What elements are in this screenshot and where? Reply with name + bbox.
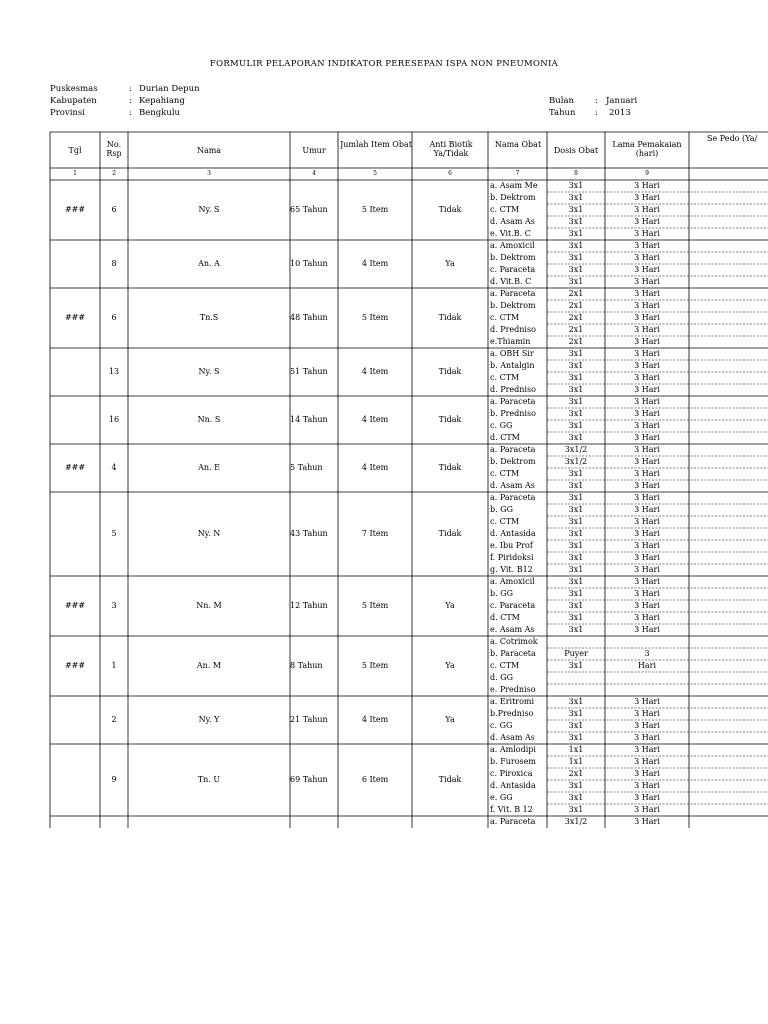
record-tgl: ### (64, 313, 86, 322)
drug-duration: 3 Hari (634, 733, 660, 742)
record-umur: 8 Tahun (290, 661, 323, 670)
drug-dose: 3x1 (568, 697, 584, 706)
drug-name: e. Vit.B. C (490, 229, 531, 238)
record-jumlah-item: 4 Item (361, 367, 389, 376)
puskesmas-sep: : (129, 84, 132, 94)
drug-duration: Hari (637, 661, 657, 670)
drug-duration: 3 Hari (634, 397, 660, 406)
record-nama: Ny. S (198, 205, 220, 214)
record-umur: 51 Tahun (290, 367, 328, 376)
record-antibiotik: Ya (445, 601, 455, 610)
drug-name: f. Piridoksi (490, 553, 534, 562)
record-nama: Nn. S (197, 415, 221, 424)
drug-name: a. Paraceta (490, 445, 536, 454)
bulan-value: Januari (606, 96, 638, 106)
record-jumlah-item: 4 Item (361, 463, 389, 472)
record-nama: Ny. S (198, 367, 220, 376)
column-number-2: 2 (112, 170, 116, 177)
drug-duration: 3 Hari (634, 349, 660, 358)
drug-duration: 3 Hari (634, 277, 660, 286)
drug-dose: 3x1 (568, 253, 584, 262)
drug-name: d. Antasida (490, 781, 536, 790)
record-no-rsp: 4 (111, 463, 117, 472)
header-no-rsp: No. Rsp (106, 140, 122, 158)
drug-name: e.Thiamin (490, 337, 531, 346)
drug-dose: 3x1 (568, 721, 584, 730)
drug-duration: 3 (644, 649, 650, 658)
drug-dose: 3x1 (568, 217, 584, 226)
drug-name: d. Antasida (490, 529, 536, 538)
drug-name: d. Predniso (490, 325, 536, 334)
record-umur: 10 Tahun (290, 259, 328, 268)
drug-name: b. Furosem (490, 757, 536, 766)
drug-name: d. CTM (490, 433, 520, 442)
record-umur: 14 Tahun (290, 415, 328, 424)
drug-duration: 3 Hari (634, 769, 660, 778)
record-tgl: ### (64, 463, 86, 472)
record-no-rsp: 6 (111, 313, 117, 322)
drug-duration: 3 Hari (634, 253, 660, 262)
drug-name: a. Cotrimok (490, 637, 538, 646)
drug-name: a. OBH Sir (490, 349, 534, 358)
drug-dose: 3x1 (568, 589, 584, 598)
drug-duration: 3 Hari (634, 457, 660, 466)
drug-dose: 3x1/2 (564, 817, 588, 826)
header-antibiotik: Anti Biotik Ya/Tidak (429, 140, 473, 158)
drug-dose: 3x1 (568, 277, 584, 286)
drug-duration: 3 Hari (634, 445, 660, 454)
record-umur: 5 Tahun (290, 463, 323, 472)
kabupaten-value: Kepahiang (139, 96, 185, 106)
drug-dose: 3x1 (568, 193, 584, 202)
drug-dose: 1x1 (568, 745, 584, 754)
record-umur: 12 Tahun (290, 601, 328, 610)
drug-name: c. GG (490, 421, 513, 430)
record-umur: 65 Tahun (290, 205, 328, 214)
record-no-rsp: 13 (108, 367, 120, 376)
record-nama: Ny. N (197, 529, 221, 538)
drug-duration: 3 Hari (634, 289, 660, 298)
record-no-rsp: 6 (111, 205, 117, 214)
puskesmas-value: Durian Depun (139, 84, 200, 94)
drug-dose: 2x1 (568, 301, 584, 310)
drug-dose: 3x1 (568, 421, 584, 430)
kabupaten-sep: : (129, 96, 132, 106)
record-antibiotik: Tidak (438, 313, 462, 322)
drug-dose: 3x1 (568, 613, 584, 622)
drug-dose: 3x1 (568, 409, 584, 418)
record-umur: 69 Tahun (290, 775, 328, 784)
record-antibiotik: Tidak (438, 529, 462, 538)
drug-duration: 3 Hari (634, 757, 660, 766)
record-umur: 43 Tahun (290, 529, 328, 538)
drug-duration: 3 Hari (634, 781, 660, 790)
drug-duration: 3 Hari (634, 421, 660, 430)
form-title: FORMULIR PELAPORAN INDIKATOR PERESEPAN ISPA NON PNEUMONIA (209, 59, 559, 69)
drug-duration: 3 Hari (634, 817, 660, 826)
puskesmas-label: Puskesmas (50, 84, 98, 94)
drug-duration: 3 Hari (634, 193, 660, 202)
drug-name: d. Vit.B. C (490, 277, 532, 286)
drug-dose: 3x1 (568, 517, 584, 526)
drug-duration: 3 Hari (634, 469, 660, 478)
drug-name: c. GG (490, 721, 513, 730)
drug-duration: 3 Hari (634, 481, 660, 490)
drug-duration: 3 Hari (634, 373, 660, 382)
drug-dose: 2x1 (568, 313, 584, 322)
drug-duration: 3 Hari (634, 805, 660, 814)
drug-duration: 3 Hari (634, 505, 660, 514)
drug-duration: 3 Hari (634, 181, 660, 190)
drug-name: f. Vit. B 12 (490, 805, 533, 814)
tahun-sep: : (595, 108, 598, 118)
drug-duration: 3 Hari (634, 601, 660, 610)
record-no-rsp: 9 (111, 775, 117, 784)
drug-duration: 3 Hari (634, 793, 660, 802)
drug-name: d. Predniso (490, 385, 536, 394)
drug-name: e. GG (490, 793, 513, 802)
drug-name: c. CTM (490, 373, 520, 382)
drug-duration: 3 Hari (634, 577, 660, 586)
drug-dose: 3x1/2 (564, 445, 588, 454)
header-tgl: Tgl (68, 146, 82, 155)
record-nama: Ny. Y (198, 715, 220, 724)
drug-dose: 3x1 (568, 805, 584, 814)
drug-duration: 3 Hari (634, 217, 660, 226)
drug-dose: 3x1 (568, 205, 584, 214)
column-number-4: 4 (312, 170, 316, 177)
drug-name: c. CTM (490, 661, 520, 670)
drug-name: e. Predniso (490, 685, 536, 694)
provinsi-label: Provinsi (50, 108, 85, 118)
drug-name: b. GG (490, 505, 513, 514)
drug-duration: 3 Hari (634, 745, 660, 754)
drug-dose: 3x1 (568, 601, 584, 610)
drug-dose: 3x1 (568, 541, 584, 550)
drug-name: a. Paraceta (490, 493, 536, 502)
drug-dose: 3x1 (568, 553, 584, 562)
drug-name: a. Amoxicil (490, 577, 535, 586)
drug-duration: 3 Hari (634, 241, 660, 250)
record-no-rsp: 5 (111, 529, 117, 538)
drug-duration: 3 Hari (634, 517, 660, 526)
drug-name: d. CTM (490, 613, 520, 622)
bulan-sep: : (595, 96, 598, 106)
drug-dose: 3x1 (568, 781, 584, 790)
drug-dose: 2x1 (568, 325, 584, 334)
drug-dose: 3x1 (568, 733, 584, 742)
drug-duration: 3 Hari (634, 385, 660, 394)
drug-dose: 3x1 (568, 385, 584, 394)
drug-duration: 3 Hari (634, 313, 660, 322)
drug-name: a. Paraceta (490, 817, 536, 826)
drug-name: g. Vit. B12 (490, 565, 533, 574)
record-nama: Nn. M (196, 601, 222, 610)
drug-dose: 3x1 (568, 565, 584, 574)
provinsi-value: Bengkulu (139, 108, 181, 118)
drug-duration: 3 Hari (634, 337, 660, 346)
drug-name: b. GG (490, 589, 513, 598)
header-nama: Nama (196, 146, 222, 155)
record-umur: 48 Tahun (290, 313, 328, 322)
record-nama: An. E (198, 463, 220, 472)
column-number-3: 3 (207, 170, 211, 177)
drug-name: b. Dektrom (490, 253, 536, 262)
record-jumlah-item: 7 Item (361, 529, 389, 538)
record-no-rsp: 1 (111, 661, 117, 670)
header-dosis: Dosis Obat (553, 146, 599, 155)
drug-dose: 3x1 (568, 229, 584, 238)
drug-name: a. Amoxicil (490, 241, 535, 250)
record-nama: An. M (196, 661, 222, 670)
record-tgl: ### (64, 601, 86, 610)
drug-dose: 3x1 (568, 241, 584, 250)
drug-name: d. Asam As (490, 733, 535, 742)
drug-dose: 3x1 (568, 661, 584, 670)
record-no-rsp: 2 (111, 715, 117, 724)
record-antibiotik: Ya (445, 715, 455, 724)
drug-dose: 3x1 (568, 577, 584, 586)
record-nama: An. A (198, 259, 220, 268)
drug-duration: 3 Hari (634, 409, 660, 418)
drug-name: c. Paraceta (490, 265, 536, 274)
record-antibiotik: Ya (445, 661, 455, 670)
drug-name: a. Eritromi (490, 697, 535, 706)
column-number-9: 9 (645, 170, 649, 177)
record-antibiotik: Tidak (438, 205, 462, 214)
drug-duration: 3 Hari (634, 301, 660, 310)
drug-dose: 3x1 (568, 265, 584, 274)
drug-duration: 3 Hari (634, 325, 660, 334)
drug-name: c. CTM (490, 517, 520, 526)
record-jumlah-item: 5 Item (361, 313, 389, 322)
record-antibiotik: Tidak (438, 415, 462, 424)
record-antibiotik: Tidak (438, 367, 462, 376)
drug-name: a. Paraceta (490, 289, 536, 298)
drug-duration: 3 Hari (634, 697, 660, 706)
drug-dose: 3x1 (568, 469, 584, 478)
drug-dose: 3x1 (568, 709, 584, 718)
drug-dose: 1x1 (568, 757, 584, 766)
drug-dose: 3x1 (568, 481, 584, 490)
drug-name: b.Predniso (490, 709, 534, 718)
drug-name: d. Asam As (490, 481, 535, 490)
drug-dose: 2x1 (568, 289, 584, 298)
bulan-label: Bulan (549, 96, 574, 106)
drug-name: b. Antalgin (490, 361, 535, 370)
column-number-6: 6 (448, 170, 452, 177)
drug-duration: 3 Hari (634, 493, 660, 502)
drug-duration: 3 Hari (634, 433, 660, 442)
tahun-label: Tahun (549, 108, 576, 118)
drug-duration: 3 Hari (634, 625, 660, 634)
drug-name: b. Dektrom (490, 457, 536, 466)
record-jumlah-item: 5 Item (361, 601, 389, 610)
drug-dose: 2x1 (568, 769, 584, 778)
record-antibiotik: Ya (445, 259, 455, 268)
drug-duration: 3 Hari (634, 589, 660, 598)
drug-name: b. Dektrom (490, 193, 536, 202)
drug-dose: 2x1 (568, 337, 584, 346)
record-jumlah-item: 4 Item (361, 415, 389, 424)
record-jumlah-item: 5 Item (361, 661, 389, 670)
drug-duration: 3 Hari (634, 721, 660, 730)
record-umur: 21 Tahun (290, 715, 328, 724)
drug-duration: 3 Hari (634, 361, 660, 370)
drug-duration: 3 Hari (634, 613, 660, 622)
record-jumlah-item: 4 Item (361, 715, 389, 724)
drug-duration: 3 Hari (634, 541, 660, 550)
drug-name: d. Asam As (490, 217, 535, 226)
record-antibiotik: Tidak (438, 463, 462, 472)
header-lama: Lama Pemakaian (hari) (612, 140, 682, 158)
drug-dose: 3x1 (568, 529, 584, 538)
record-nama: Tn. U (197, 775, 221, 784)
record-antibiotik: Tidak (438, 775, 462, 784)
drug-name: c. Paraceta (490, 601, 536, 610)
record-tgl: ### (64, 205, 86, 214)
header-nama-obat: Nama Obat (494, 140, 542, 149)
drug-duration: 3 Hari (634, 565, 660, 574)
drug-name: a. Amlodipi (490, 745, 536, 754)
column-number-1: 1 (73, 170, 77, 177)
drug-duration: 3 Hari (634, 553, 660, 562)
drug-name: d. GG (490, 673, 513, 682)
record-tgl: ### (64, 661, 86, 670)
provinsi-sep: : (129, 108, 132, 118)
drug-name: b. Paraceta (490, 649, 536, 658)
drug-dose: 3x1 (568, 433, 584, 442)
column-number-5: 5 (373, 170, 377, 177)
drug-dose: 3x1 (568, 181, 584, 190)
drug-dose: Puyer (564, 649, 588, 658)
header-sesuai-pedoman: Se Pedo (Ya/ (707, 134, 758, 143)
record-no-rsp: 16 (108, 415, 120, 424)
drug-name: e. Ibu Prof (490, 541, 533, 550)
drug-duration: 3 Hari (634, 229, 660, 238)
header-jumlah: Jumlah Item Obat (340, 140, 412, 149)
drug-name: c. Piroxica (490, 769, 533, 778)
drug-dose: 3x1 (568, 493, 584, 502)
drug-dose: 3x1 (568, 397, 584, 406)
record-no-rsp: 8 (111, 259, 117, 268)
drug-dose: 3x1 (568, 373, 584, 382)
record-nama: Tn.S (199, 313, 219, 322)
drug-duration: 3 Hari (634, 529, 660, 538)
drug-dose: 3x1/2 (564, 457, 588, 466)
drug-name: b. Predniso (490, 409, 536, 418)
drug-dose: 3x1 (568, 793, 584, 802)
record-jumlah-item: 5 Item (361, 205, 389, 214)
drug-name: e. Asam As (490, 625, 535, 634)
header-umur: Umur (302, 146, 326, 155)
drug-name: b. Dektrom (490, 301, 536, 310)
kabupaten-label: Kabupaten (50, 96, 97, 106)
drug-name: a. Paraceta (490, 397, 536, 406)
drug-dose: 3x1 (568, 349, 584, 358)
drug-name: c. CTM (490, 313, 520, 322)
tahun-value: 2013 (609, 108, 631, 118)
drug-dose: 3x1 (568, 361, 584, 370)
drug-dose: 3x1 (568, 505, 584, 514)
drug-name: c. CTM (490, 205, 520, 214)
drug-duration: 3 Hari (634, 205, 660, 214)
drug-name: c. CTM (490, 469, 520, 478)
record-jumlah-item: 4 Item (361, 259, 389, 268)
drug-dose: 3x1 (568, 625, 584, 634)
column-number-7: 7 (515, 170, 520, 177)
drug-name: a. Asam Me (490, 181, 538, 190)
column-number-8: 8 (574, 170, 578, 177)
drug-duration: 3 Hari (634, 265, 660, 274)
record-no-rsp: 3 (111, 601, 117, 610)
record-jumlah-item: 6 Item (361, 775, 389, 784)
drug-duration: 3 Hari (634, 709, 660, 718)
